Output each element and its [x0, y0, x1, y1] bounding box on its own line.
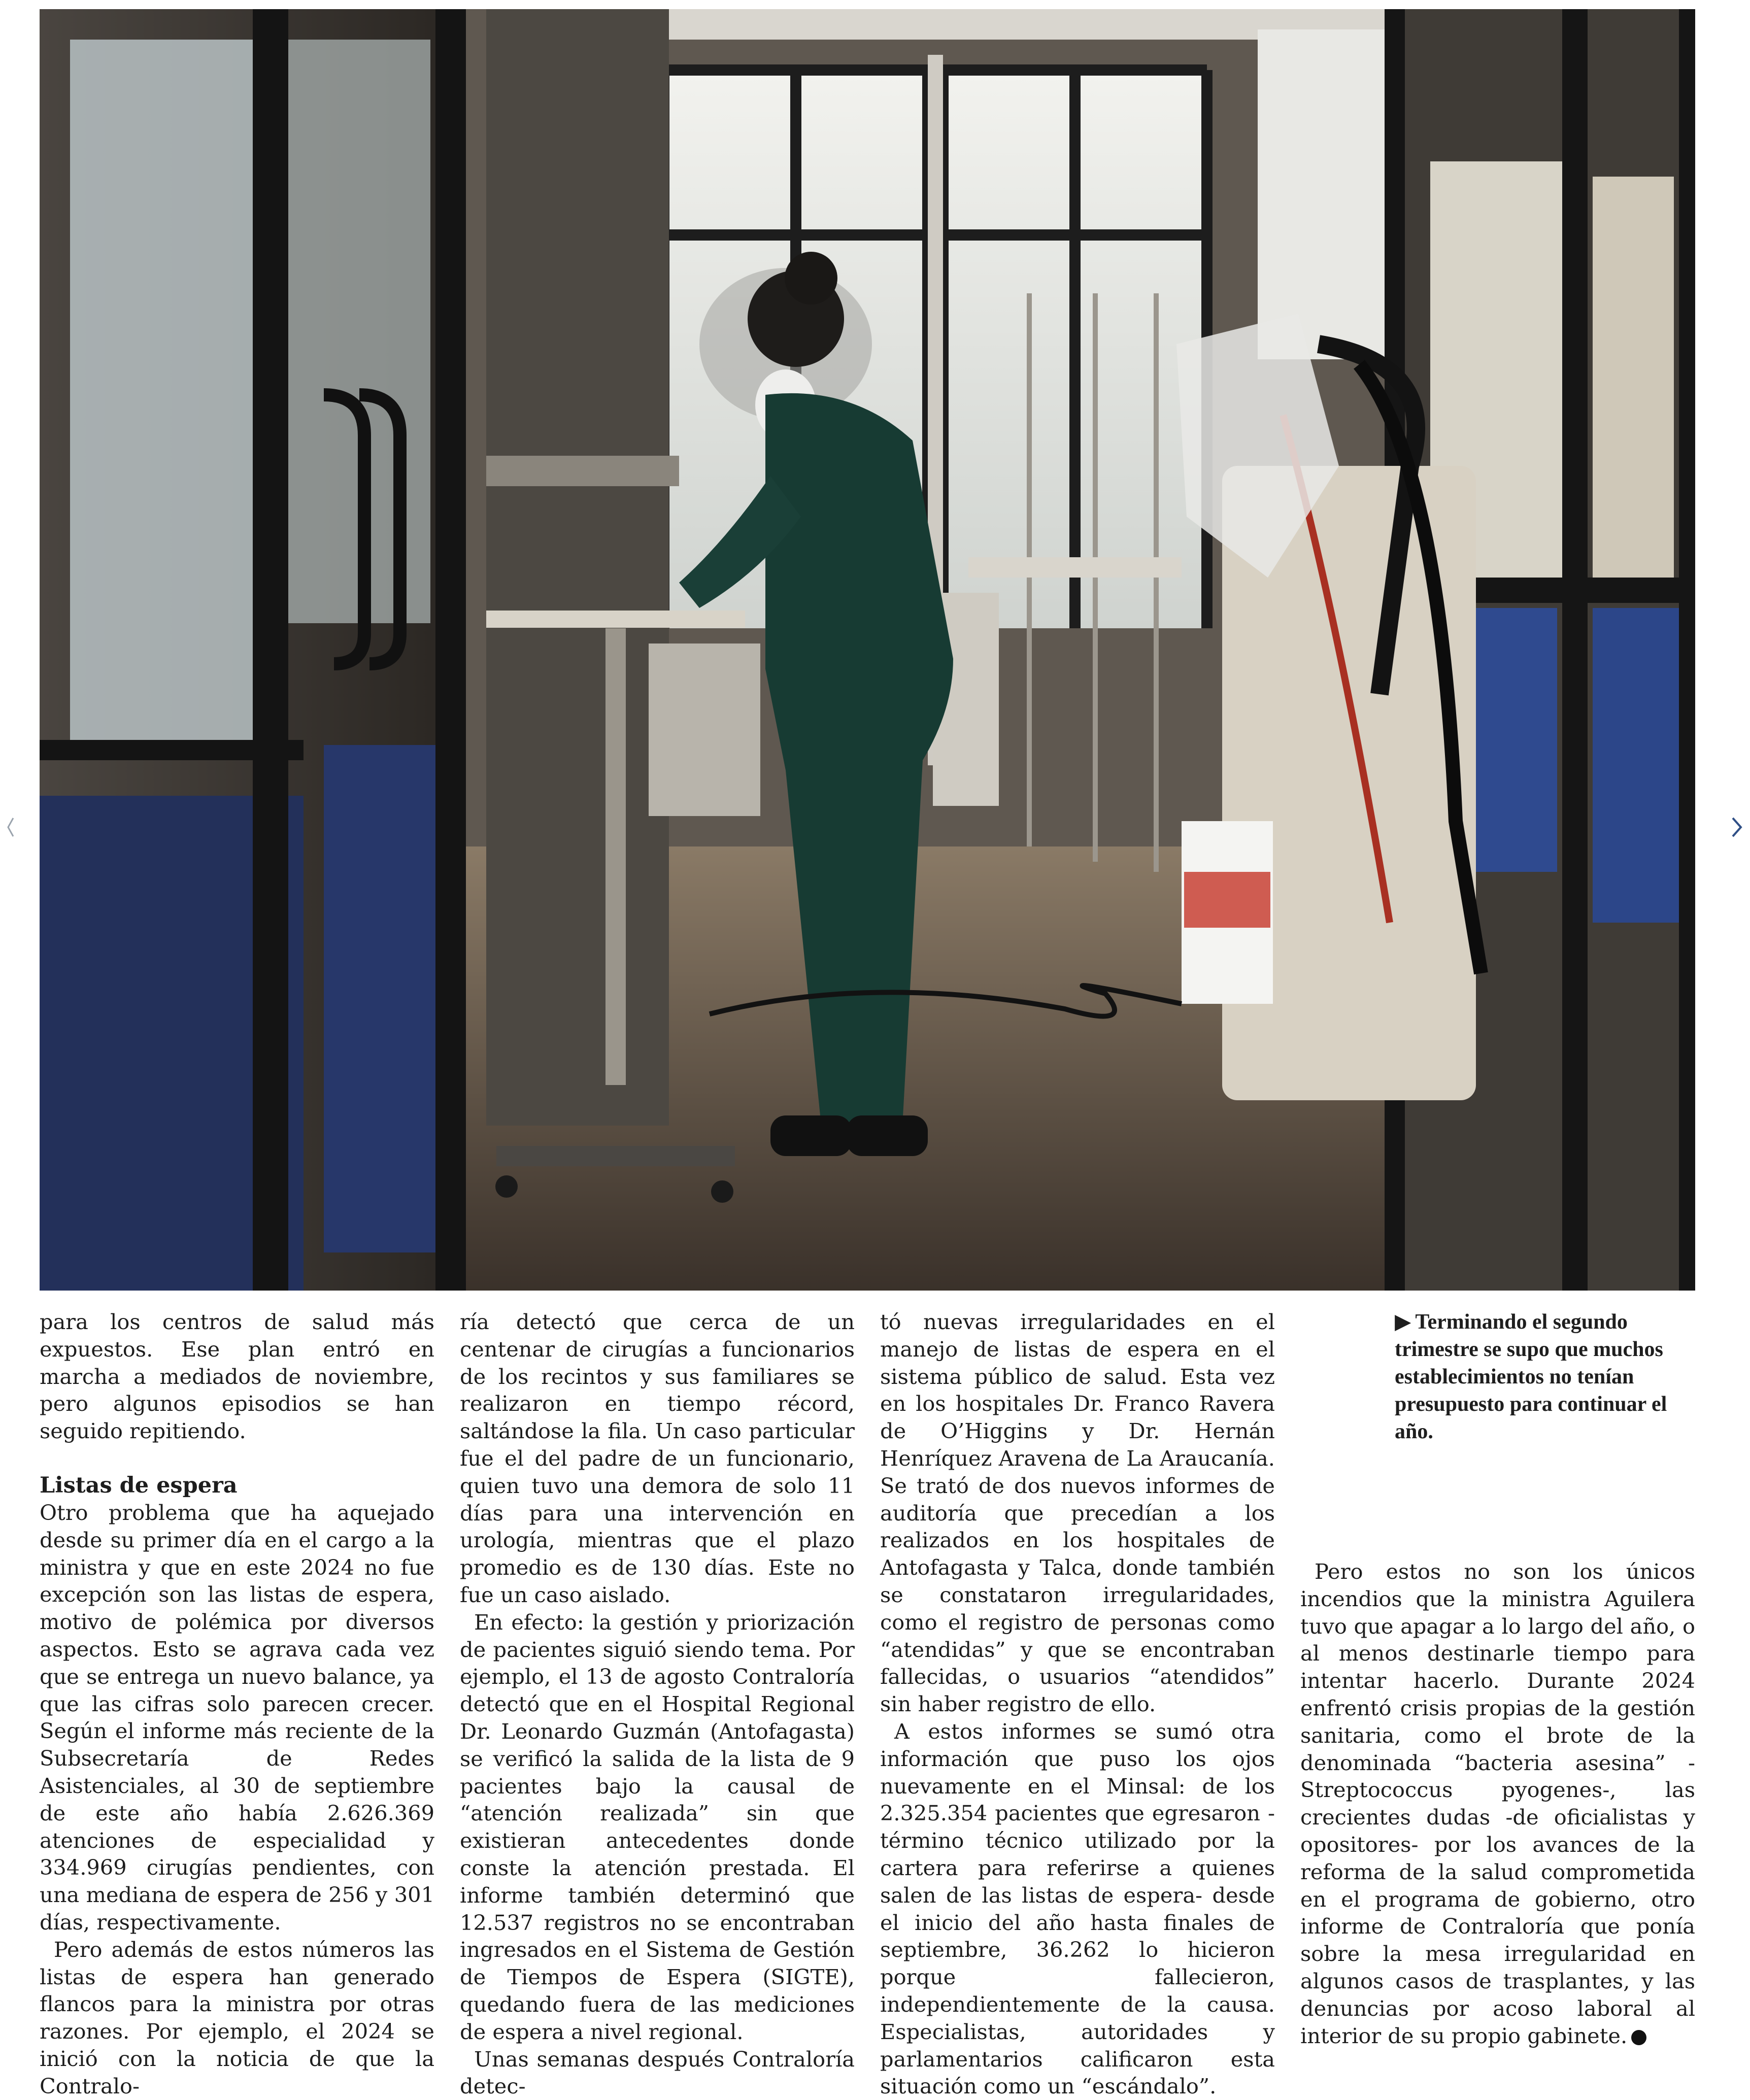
paragraph: tó nuevas irregularidades en el manejo de listas de espera en el sistema público de salud. Esta vez en los hospitales Dr. Franco Ravera de O’Higgins y Dr. Hernán Henríquez Aravena de La Araucanía. Se trató de dos nuevos informes de auditoría que precedían a los realizados en los hospitales de Antofagasta y Talca, donde también se constataron irregularidades, como el registro de personas como “atendidas” y que se encontraban fallecidas, o usuarios “atendidos” sin haber registro de ello. [880, 1309, 1275, 1717]
article-photo [40, 9, 1695, 1291]
chevron-right-icon [1730, 815, 1744, 839]
end-of-article-icon [1631, 2030, 1646, 2045]
article-column-1 [40, 1308, 434, 2100]
section-subhead: Listas de espera [40, 1472, 238, 1498]
article-column-3 [880, 1308, 1275, 2100]
paragraph: En efecto: la gestión y priorización de pacientes siguió siendo tema. Por ejemplo, el 13 de agosto Contraloría detectó que en el Hospital Regional Dr. Leonardo Guzmán (Antofagasta) se verificó la salida de la lista de 9 pacientes bajo la causal de “atención realizada” sin que existieran antecedentes donde conste la atención prestada. El informe también determinó que 12.537 registros no se encontraban ingresados en el Sistema de Gestión de Tiempos de Espera (SIGTE), quedando fuera de las mediciones de espera a nivel regional. [460, 1609, 855, 2044]
paragraph: A estos informes se sumó otra información que puso los ojos nuevamente en el Minsal: de los 2.325.354 pacientes que egresaron -término técnico utilizado por la cartera para referirse a quienes salen de las listas de espera- desde el inicio del año hasta finales de septiembre, 36.262 lo hicieron porque fallecieron, independientemente de la causa. Especialistas, autoridades y parlamentarios calificaron esta situación como un “escándalo”. [880, 1718, 1275, 2099]
prev-page-button[interactable] [0, 812, 20, 842]
paragraph: Pero además de estos números las listas de espera han generado flancos para la ministra por otras razones. Por ejemplo, el 2024 se inició con la noticia de que la Contralo- [40, 1937, 434, 2098]
paragraph: Unas semanas después Contraloría detec- [460, 2046, 855, 2099]
hospital-ward-photo-icon [40, 9, 1695, 1291]
chevron-left-icon [6, 816, 14, 838]
caption-text: Terminando el segundo trimestre se supo que muchos establecimientos no tenían presupuesto para continuar el año. [1395, 1310, 1667, 1443]
article-column-4 [1300, 1558, 1695, 2049]
caption-marker-icon: ▶ [1395, 1310, 1411, 1334]
next-page-button[interactable] [1727, 812, 1747, 842]
paragraph: ría detectó que cerca de un centenar de cirugías a funcionarios de los recintos y sus familiares se realizaron en tiempo récord, saltándose la fila. Un caso particular fue el del padre de un funcionario, quien tuvo una demora de solo 11 días para una intervención en urología, mientras que el plazo promedio es de 130 días. Este no fue un caso aislado. [460, 1309, 855, 1607]
paragraph: para los centros de salud más expuestos. Ese plan entró en marcha a mediados de noviembre, pero algunos episodios se han seguido repitiendo. [40, 1309, 434, 1444]
paragraph: Otro problema que ha aquejado desde su primer día en el cargo a la ministra y que en este 2024 no fue excepción son las listas de espera, motivo de polémica por diversos aspectos. Esto se agrava cada vez que se entrega un nuevo balance, ya que las cifras solo parecen crecer. Según el informe más reciente de la Subsecretaría de Redes Asistenciales, al 30 de septiembre de este año había 2.626.369 atenciones de especialidad y 334.969 cirugías pendientes, con una mediana de espera de 256 y 301 días, respectivamente. [40, 1500, 434, 1935]
photo-caption [1395, 1308, 1679, 1445]
paragraph: Pero estos no son los únicos incendios que la ministra Aguilera tuvo que apagar a lo largo del año, o al menos destinarle tiempo para intentar hacerlo. Durante 2024 enfrentó crisis propias de la gestión sanitaria, como el brote de la denominada “bacteria asesina” -Streptococcus pyogenes-, las crecientes dudas -de oficialistas y opositores- por los avances de la reforma de la salud comprometida en el programa de gobierno, otro informe de Contraloría que ponía sobre la mesa irregularidad en algunos casos de trasplantes, y las denuncias por acoso laboral al interior de su propio gabinete. [1300, 1559, 1695, 2048]
article-column-2 [460, 1308, 855, 2100]
